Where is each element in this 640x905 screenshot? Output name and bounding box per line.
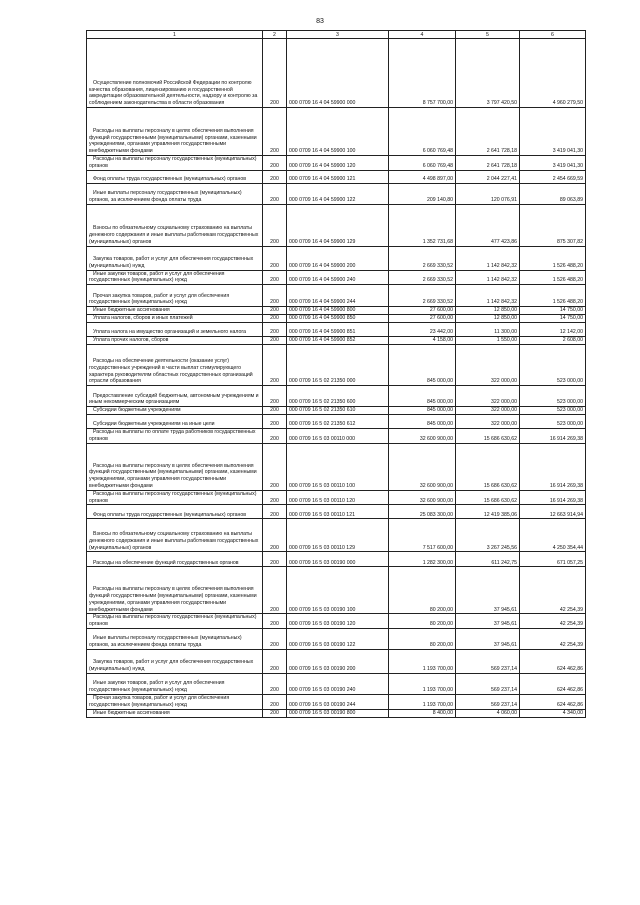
row-remaining-amount: 12 142,00	[520, 323, 586, 337]
table-row	[87, 567, 586, 614]
row-executed-amount: 1 550,00	[456, 337, 520, 345]
row-approved-amount: 6 060 769,48	[389, 156, 456, 171]
table-row	[87, 614, 586, 629]
row-approved-amount: 4 158,00	[389, 337, 456, 345]
row-classification-code: 000 0709 16 4 04 59900 120	[287, 156, 389, 171]
table-row	[87, 337, 586, 345]
row-remaining-amount: 2 608,00	[520, 337, 586, 345]
row-code: 200	[263, 505, 287, 519]
table-body	[87, 39, 586, 718]
row-code: 200	[263, 628, 287, 649]
row-name: Взносы по обязательному социальному страхованию на выплаты денежного содержания и иные выплаты работникам государственных (муниципальных) органов	[87, 204, 263, 246]
row-name: Субсидии бюджетным учреждениям	[87, 407, 263, 415]
row-code: 200	[263, 345, 287, 386]
row-name: Субсидии бюджетным учреждениям на иные цели	[87, 415, 263, 429]
table-row	[87, 552, 586, 567]
row-name: Расходы на выплаты персоналу государственных (муниципальных) органов	[87, 614, 263, 629]
row-code: 200	[263, 649, 287, 673]
row-executed-amount: 611 242,75	[456, 552, 520, 567]
row-approved-amount: 32 600 900,00	[389, 429, 456, 444]
row-executed-amount: 12 419 385,06	[456, 505, 520, 519]
row-name: Закупка товаров, работ и услуг для обеспечения государственных (муниципальных) нужд	[87, 649, 263, 673]
row-classification-code: 000 0709 16 4 04 59900 000	[287, 39, 389, 108]
row-classification-code: 000 0709 16 4 04 59900 129	[287, 204, 389, 246]
row-code: 200	[263, 694, 287, 709]
header-cell-6: 6	[520, 31, 586, 39]
header-cell-3: 3	[287, 31, 389, 39]
row-executed-amount: 2 641 728,18	[456, 156, 520, 171]
row-remaining-amount: 624 462,86	[520, 649, 586, 673]
row-approved-amount: 6 060 769,48	[389, 108, 456, 156]
row-approved-amount: 7 517 600,00	[389, 519, 456, 552]
table-row	[87, 443, 586, 490]
row-remaining-amount: 1 526 488,20	[520, 285, 586, 307]
row-remaining-amount: 3 419 041,30	[520, 108, 586, 156]
table-row	[87, 307, 586, 315]
table-row	[87, 315, 586, 323]
row-approved-amount: 23 442,00	[389, 323, 456, 337]
row-approved-amount: 845 000,00	[389, 386, 456, 407]
row-executed-amount: 1 142 842,32	[456, 285, 520, 307]
row-name: Расходы на выплаты персоналу государственных (муниципальных) органов	[87, 156, 263, 171]
row-remaining-amount: 523 000,00	[520, 407, 586, 415]
row-remaining-amount: 16 914 269,38	[520, 429, 586, 444]
row-remaining-amount: 14 750,00	[520, 315, 586, 323]
row-remaining-amount: 671 057,25	[520, 552, 586, 567]
row-executed-amount: 12 850,00	[456, 307, 520, 315]
row-remaining-amount: 4 960 279,50	[520, 39, 586, 108]
row-classification-code: 000 0709 16 4 04 59900 100	[287, 108, 389, 156]
row-code: 200	[263, 415, 287, 429]
table-row	[87, 386, 586, 407]
row-executed-amount: 1 142 842,32	[456, 246, 520, 270]
row-approved-amount: 1 193 700,00	[389, 694, 456, 709]
row-code: 200	[263, 183, 287, 204]
row-name: Прочая закупка товаров, работ и услуг для обеспечения государственных (муниципальных) нужд	[87, 285, 263, 307]
row-executed-amount: 322 000,00	[456, 407, 520, 415]
row-name: Иные выплаты персоналу государственных (муниципальных) органов, за исключением фонда оплаты труда	[87, 183, 263, 204]
table-row	[87, 407, 586, 415]
table-row	[87, 415, 586, 429]
row-classification-code: 000 0709 16 5 03 00190 000	[287, 552, 389, 567]
row-approved-amount: 1 352 731,68	[389, 204, 456, 246]
row-executed-amount: 15 686 630,62	[456, 490, 520, 505]
row-code: 200	[263, 39, 287, 108]
row-classification-code: 000 0709 16 4 04 59900 200	[287, 246, 389, 270]
row-remaining-amount: 624 462,86	[520, 694, 586, 709]
row-name: Закупка товаров, работ и услуг для обеспечения государственных (муниципальных) нужд	[87, 246, 263, 270]
row-classification-code: 000 0709 16 5 03 00110 100	[287, 443, 389, 490]
row-approved-amount: 845 000,00	[389, 415, 456, 429]
row-remaining-amount: 14 750,00	[520, 307, 586, 315]
row-executed-amount: 2 044 227,41	[456, 170, 520, 183]
row-executed-amount: 3 797 420,50	[456, 39, 520, 108]
table-row	[87, 345, 586, 386]
table-row	[87, 39, 586, 108]
row-approved-amount: 8 757 700,00	[389, 39, 456, 108]
row-approved-amount: 4 498 897,00	[389, 170, 456, 183]
row-code: 200	[263, 170, 287, 183]
row-name: Расходы на выплаты персоналу в целях обеспечения выполнения функций государственными (муниципальными) органами, казенными учреждениями, органами управления государственными внебюджетными фондами	[87, 108, 263, 156]
row-classification-code: 000 0709 16 4 04 59900 240	[287, 270, 389, 285]
table-row	[87, 270, 586, 285]
row-code: 200	[263, 323, 287, 337]
row-classification-code: 000 0709 16 5 02 21350 612	[287, 415, 389, 429]
row-classification-code: 000 0709 16 5 03 00110 121	[287, 505, 389, 519]
row-remaining-amount: 3 419 041,30	[520, 156, 586, 171]
row-code: 200	[263, 614, 287, 629]
table-row	[87, 429, 586, 444]
row-approved-amount: 32 600 900,00	[389, 443, 456, 490]
row-name: Предоставление субсидий бюджетным, автономным учреждениям и иным некоммерческим организациям	[87, 386, 263, 407]
table-row	[87, 505, 586, 519]
row-approved-amount: 80 200,00	[389, 614, 456, 629]
row-approved-amount: 2 669 330,52	[389, 246, 456, 270]
row-remaining-amount: 42 254,39	[520, 628, 586, 649]
row-code: 200	[263, 490, 287, 505]
row-approved-amount: 25 083 300,00	[389, 505, 456, 519]
row-name: Расходы на выплаты персоналу государственных (муниципальных) органов	[87, 490, 263, 505]
row-name: Расходы на обеспечение деятельности (оказание услуг) государственных учреждений в части выплат стимулирующего характера руководителям областных государственных организаций отрасли образования	[87, 345, 263, 386]
row-name: Расходы на выплаты персоналу в целях обеспечения выполнения функций государственными (муниципальными) органами, казенными учреждениями, органами управления государственными внебюджетными фондами	[87, 567, 263, 614]
row-executed-amount: 322 000,00	[456, 415, 520, 429]
table-row	[87, 170, 586, 183]
row-remaining-amount: 1 526 488,20	[520, 246, 586, 270]
row-code: 200	[263, 204, 287, 246]
table-row	[87, 183, 586, 204]
table-row	[87, 709, 586, 717]
row-remaining-amount: 42 254,39	[520, 567, 586, 614]
row-code: 200	[263, 519, 287, 552]
row-name: Иные выплаты персоналу государственных (муниципальных) органов, за исключением фонда оплаты труда	[87, 628, 263, 649]
row-classification-code: 000 0709 16 5 03 00110 129	[287, 519, 389, 552]
row-classification-code: 000 0709 16 4 04 59900 122	[287, 183, 389, 204]
row-code: 200	[263, 429, 287, 444]
row-name: Фонд оплаты труда государственных (муниципальных) органов	[87, 170, 263, 183]
row-name: Фонд оплаты труда государственных (муниципальных) органов	[87, 505, 263, 519]
row-code: 200	[263, 407, 287, 415]
row-executed-amount: 569 237,14	[456, 673, 520, 694]
row-name: Иные закупки товаров, работ и услуг для обеспечения государственных (муниципальных) нужд	[87, 270, 263, 285]
row-code: 200	[263, 270, 287, 285]
row-approved-amount: 27 600,00	[389, 307, 456, 315]
row-executed-amount: 11 300,00	[456, 323, 520, 337]
row-approved-amount: 209 140,80	[389, 183, 456, 204]
table-row	[87, 204, 586, 246]
row-remaining-amount: 16 914 269,38	[520, 443, 586, 490]
row-executed-amount: 322 000,00	[456, 386, 520, 407]
row-remaining-amount: 4 340,00	[520, 709, 586, 717]
row-remaining-amount: 89 063,89	[520, 183, 586, 204]
row-remaining-amount: 523 000,00	[520, 345, 586, 386]
row-name: Уплата налогов, сборов и иных платежей	[87, 315, 263, 323]
row-remaining-amount: 523 000,00	[520, 415, 586, 429]
row-name: Расходы на выплаты по оплате труда работников государственных органов	[87, 429, 263, 444]
row-approved-amount: 2 669 330,52	[389, 285, 456, 307]
row-approved-amount: 80 200,00	[389, 628, 456, 649]
row-code: 200	[263, 307, 287, 315]
row-approved-amount: 32 600 900,00	[389, 490, 456, 505]
row-code: 200	[263, 673, 287, 694]
row-executed-amount: 569 237,14	[456, 694, 520, 709]
row-approved-amount: 80 200,00	[389, 567, 456, 614]
table-row	[87, 285, 586, 307]
row-remaining-amount: 16 914 269,38	[520, 490, 586, 505]
row-approved-amount: 1 282 300,00	[389, 552, 456, 567]
row-approved-amount: 1 193 700,00	[389, 673, 456, 694]
row-executed-amount: 15 686 630,62	[456, 429, 520, 444]
row-code: 200	[263, 315, 287, 323]
row-executed-amount: 15 686 630,62	[456, 443, 520, 490]
table-row	[87, 673, 586, 694]
row-remaining-amount: 1 526 488,20	[520, 270, 586, 285]
table-row	[87, 490, 586, 505]
row-code: 200	[263, 709, 287, 717]
header-cell-2: 2	[263, 31, 287, 39]
row-code: 200	[263, 108, 287, 156]
page-number: 83	[316, 18, 324, 25]
table-row	[87, 108, 586, 156]
row-classification-code: 000 0709 16 4 04 59900 121	[287, 170, 389, 183]
row-remaining-amount: 4 250 354,44	[520, 519, 586, 552]
row-name: Иные закупки товаров, работ и услуг для обеспечения государственных (муниципальных) нужд	[87, 673, 263, 694]
row-executed-amount: 1 142 842,32	[456, 270, 520, 285]
row-classification-code: 000 0709 16 5 03 00110 000	[287, 429, 389, 444]
table-row	[87, 694, 586, 709]
table-row	[87, 156, 586, 171]
row-remaining-amount: 42 254,39	[520, 614, 586, 629]
row-approved-amount: 845 000,00	[389, 407, 456, 415]
row-code: 200	[263, 567, 287, 614]
row-code: 200	[263, 552, 287, 567]
row-classification-code: 000 0709 16 4 04 59900 851	[287, 323, 389, 337]
header-cell-5: 5	[456, 31, 520, 39]
row-classification-code: 000 0709 16 5 03 00190 244	[287, 694, 389, 709]
row-code: 200	[263, 246, 287, 270]
row-name: Осуществление полномочий Российской Федерации по контролю качества образования, лицензированию и государственной аккредитации образовательной деятельности, надзору и контролю за соблюдением законодательства в области образования	[87, 39, 263, 108]
row-remaining-amount: 2 454 669,59	[520, 170, 586, 183]
row-approved-amount: 845 000,00	[389, 345, 456, 386]
row-classification-code: 000 0709 16 5 03 00190 240	[287, 673, 389, 694]
row-name: Расходы на выплаты персоналу в целях обеспечения выполнения функций государственными (муниципальными) органами, казенными учреждениями, органами управления государственными внебюджетными фондами	[87, 443, 263, 490]
row-executed-amount: 2 641 728,18	[456, 108, 520, 156]
row-classification-code: 000 0709 16 5 02 21350 600	[287, 386, 389, 407]
row-classification-code: 000 0709 16 5 03 00190 100	[287, 567, 389, 614]
table-row	[87, 246, 586, 270]
row-approved-amount: 2 669 330,52	[389, 270, 456, 285]
row-classification-code: 000 0709 16 5 03 00190 122	[287, 628, 389, 649]
row-code: 200	[263, 443, 287, 490]
row-classification-code: 000 0709 16 5 03 00190 120	[287, 614, 389, 629]
row-classification-code: 000 0709 16 5 03 00190 200	[287, 649, 389, 673]
row-executed-amount: 569 237,14	[456, 649, 520, 673]
row-name: Прочая закупка товаров, работ и услуг для обеспечения государственных (муниципальных) нужд	[87, 694, 263, 709]
table-row	[87, 628, 586, 649]
row-name: Расходы на обеспечение функций государственных органов	[87, 552, 263, 567]
row-code: 200	[263, 285, 287, 307]
row-approved-amount: 8 400,00	[389, 709, 456, 717]
row-remaining-amount: 875 307,82	[520, 204, 586, 246]
row-remaining-amount: 12 663 914,94	[520, 505, 586, 519]
row-classification-code: 000 0709 16 4 04 59900 850	[287, 315, 389, 323]
row-remaining-amount: 523 000,00	[520, 386, 586, 407]
row-executed-amount: 37 945,61	[456, 567, 520, 614]
row-executed-amount: 37 945,61	[456, 614, 520, 629]
table-row	[87, 519, 586, 552]
row-executed-amount: 322 000,00	[456, 345, 520, 386]
table-row	[87, 323, 586, 337]
row-name: Взносы по обязательному социальному страхованию на выплаты денежного содержания и иные выплаты работникам государственных (муниципальных) органов	[87, 519, 263, 552]
header-row	[87, 31, 586, 39]
row-classification-code: 000 0709 16 4 04 59900 852	[287, 337, 389, 345]
row-remaining-amount: 624 462,86	[520, 673, 586, 694]
row-classification-code: 000 0709 16 4 04 59900 244	[287, 285, 389, 307]
row-name: Уплата налога на имущество организаций и земельного налога	[87, 323, 263, 337]
row-classification-code: 000 0709 16 5 02 21350 610	[287, 407, 389, 415]
row-executed-amount: 120 076,91	[456, 183, 520, 204]
header-cell-4: 4	[389, 31, 456, 39]
row-approved-amount: 27 600,00	[389, 315, 456, 323]
row-executed-amount: 37 945,61	[456, 628, 520, 649]
row-classification-code: 000 0709 16 5 02 21350 000	[287, 345, 389, 386]
row-name: Иные бюджетные ассигнования	[87, 307, 263, 315]
row-classification-code: 000 0709 16 4 04 59900 800	[287, 307, 389, 315]
table-row	[87, 649, 586, 673]
header-cell-1: 1	[87, 31, 263, 39]
row-executed-amount: 3 267 245,56	[456, 519, 520, 552]
row-code: 200	[263, 337, 287, 345]
row-approved-amount: 1 193 700,00	[389, 649, 456, 673]
row-name: Иные бюджетные ассигнования	[87, 709, 263, 717]
row-executed-amount: 4 060,00	[456, 709, 520, 717]
row-classification-code: 000 0709 16 5 03 00110 120	[287, 490, 389, 505]
row-name: Уплата прочих налогов, сборов	[87, 337, 263, 345]
row-code: 200	[263, 386, 287, 407]
row-executed-amount: 12 850,00	[456, 315, 520, 323]
row-code: 200	[263, 156, 287, 171]
row-classification-code: 000 0709 16 5 03 00190 800	[287, 709, 389, 717]
budget-table	[86, 30, 586, 718]
row-executed-amount: 477 423,86	[456, 204, 520, 246]
